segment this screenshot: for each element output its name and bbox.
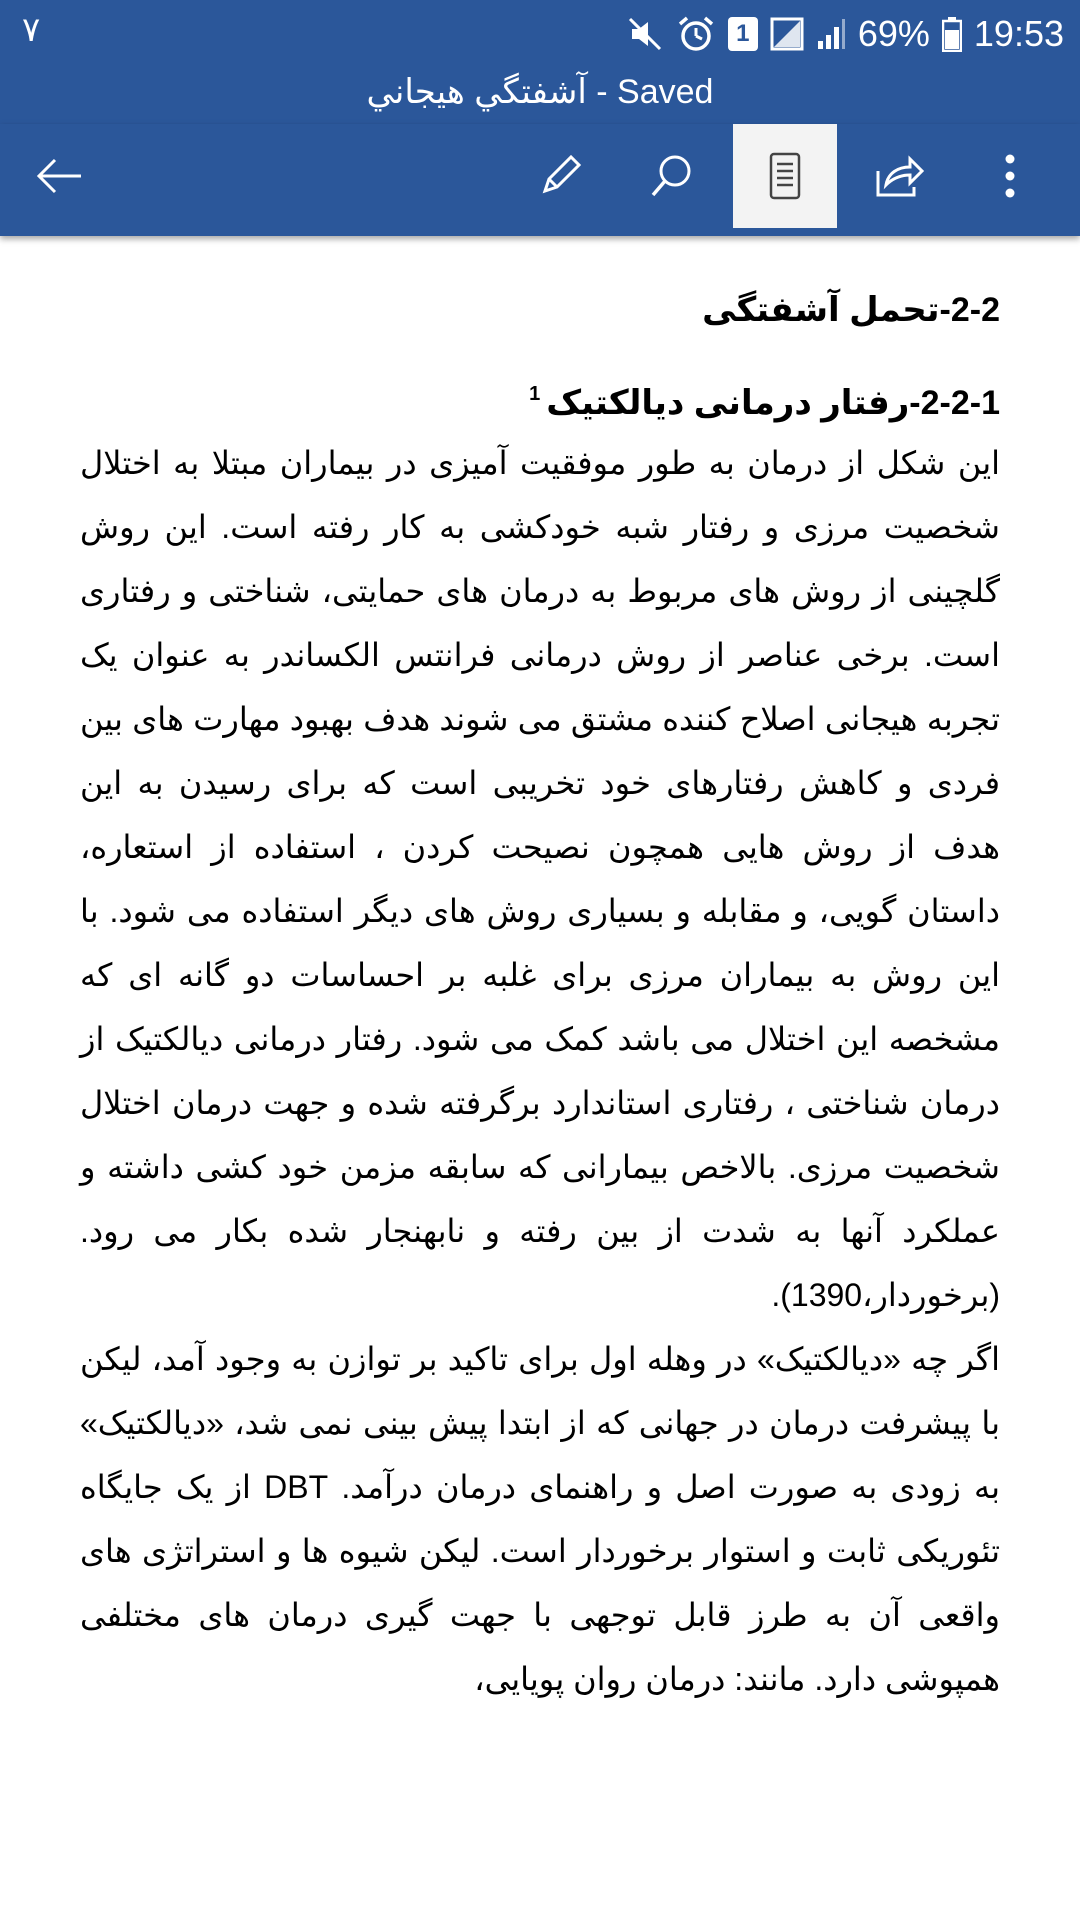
- reading-view-button[interactable]: [733, 124, 837, 228]
- clock: 19:53: [973, 13, 1064, 54]
- mobile-view-icon: [765, 151, 805, 201]
- footnote-marker[interactable]: 1: [529, 383, 541, 405]
- document-content: [80, 288, 1000, 1711]
- paragraph: این شکل از درمان به طور موفقیت آمیزی در بیماران مبتلا به اختلال شخصیت مرزی و رفتار شبه خودکشی به کار رفته است. این روش گلچینی از روش های مربوط به درمان های حمایتی، شناختی و رفتاری است. برخی عناصر از روش درمانی فرانتس الکساندر به عنوان یک تجربه هیجانی اصلاح کننده مشتق می شوند هدف بهبود مهارت های بین فردی و کاهش رفتارهای خود تخریبی است که برای رسیدن به این هدف از روش هایی همچون نصیحت کردن ، استفاده از استعاره، داستان گویی، و مقابله و بسیاری روش های دیگر استفاده می شود. با این روش به بیماران مرزی برای غلبه بر احساسات دو گانه ای که مشخصه این اختلال می باشد کمک می شود. رفتار درمانی دیالکتیک از درمان شناختی ، رفتاری استاندارد برگرفته شده و جهت درمان اختلال شخصیت مرزی. بالاخص بیمارانی که سابقه مزمن خود کشی داشته و عملکرد آنها به شدت از بین رفته و نابهنجار شده بکار می رود. (برخوردار،1390).: [80, 445, 1001, 1313]
- battery-percent: 69%: [857, 13, 930, 54]
- share-button[interactable]: [846, 124, 950, 228]
- status-icons: [626, 8, 1064, 60]
- more-options-button[interactable]: [958, 124, 1062, 228]
- back-button[interactable]: [8, 124, 112, 228]
- battery-icon: [942, 16, 962, 52]
- more-vertical-icon: [1000, 151, 1020, 201]
- document-body[interactable]: [0, 236, 1080, 1920]
- signal-strength-icon: [816, 17, 846, 51]
- status-left-indicator: ۷: [22, 11, 41, 49]
- share-icon: [872, 151, 924, 201]
- paragraph: اگر چه «دیالکتیک» در وهله اول برای تاکید بر توازن به وجود آمد، لیکن با پیشرفت درمان در جهانی که از ابتدا پیش بینی نمی شد، «دیالکتیک» به زودی به صورت اصل و راهنمای درمان درآمد. DBT از یک جایگاه تئوریکی ثابت و استوار برخوردار است. لیکن شیوه ها و استراتژی های واقعی آن به طرز قابل توجهی با جهت گیری درمان های مختلفی همپوشی دارد. مانند: درمان روان پویایی،: [80, 1341, 1001, 1697]
- search-icon: [647, 151, 697, 201]
- pencil-icon: [535, 151, 585, 201]
- status-bar: [0, 0, 1080, 68]
- heading-dbt: [80, 372, 1000, 425]
- mute-icon: [626, 15, 664, 53]
- alarm-icon: [676, 14, 716, 54]
- document-title: آشفتگي هيجاني - Saved: [0, 68, 1080, 124]
- heading-distress-tolerance: 2-2-تحمل آشفتگی: [702, 291, 1000, 329]
- search-button[interactable]: [620, 124, 724, 228]
- heading-dbt-text: 2-2-1-رفتار درمانی دیالکتیک: [546, 384, 1000, 422]
- edit-button[interactable]: [508, 124, 612, 228]
- arrow-left-icon: [35, 156, 85, 196]
- signal-icon: [770, 17, 804, 51]
- toolbar: [0, 124, 1080, 236]
- sim-icon: 1: [728, 17, 758, 51]
